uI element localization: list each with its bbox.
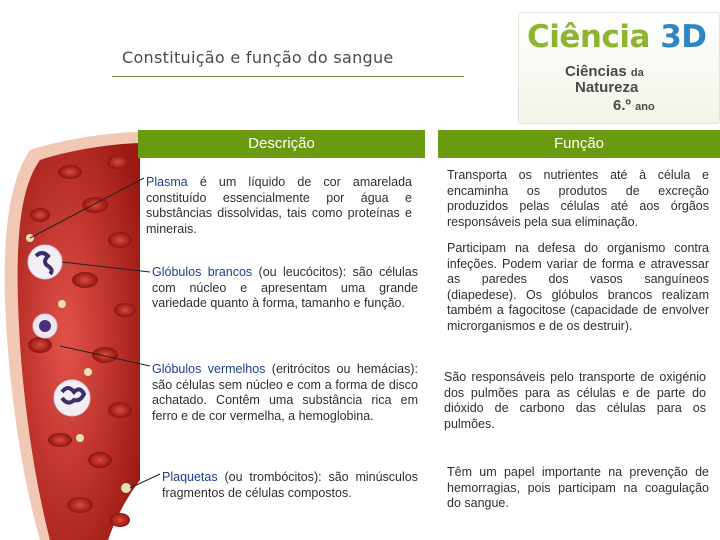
term-red-blood-cells: Glóbulos vermelhos [152, 362, 266, 376]
red-blood-cell [28, 337, 52, 353]
description-red-blood-cells: Glóbulos vermelhos (eritrócitos ou hemácias): são células sem núcleo e com a forma de disco achatado. Contêm uma substância rica em ferro e de cor vermelha, a hemoglobina. [152, 362, 418, 423]
function-platelets: Têm um papel importante na prevenção de hemorragias, pois participam na coagulação do sangue. [447, 465, 709, 510]
logo-wordmark: Ciência 3D [527, 19, 707, 55]
red-blood-cell [92, 347, 118, 363]
logo-line-2: Natureza [575, 79, 639, 96]
function-white-blood-cells: Participam na defesa do organismo contra infeções. Podem variar de forma e atravessar as paredes dos vasos sanguíneos (diapedese). Os glóbulos brancos realizam também a fagocitose (capacidade de envolver microrganismos e de os destruir). [447, 241, 709, 333]
red-blood-cell [88, 452, 112, 468]
description-plasma: Plasma é um líquido de cor amarelada constituído essencialmente por água e substâncias dissolvidas, tais como proteínas e minerais. [146, 175, 412, 236]
description-white-blood-cells: Glóbulos brancos (ou leucócitos): são células com núcleo e apresentam uma grande variedade quanto à forma, tamanho e função. [152, 265, 418, 310]
function-plasma: Transporta os nutrientes até à célula e encaminha os produtos de excreção produzidos pelas células até aos órgãos responsáveis pela sua eliminação. [447, 168, 709, 229]
column-header-function: Função [438, 130, 720, 158]
red-blood-cell [48, 433, 72, 447]
red-blood-cell [72, 272, 98, 288]
red-blood-cell [108, 232, 132, 248]
term-platelets: Plaquetas [162, 470, 218, 484]
platelet [58, 300, 66, 308]
page-title: Constituição e função do sangue [122, 48, 394, 67]
red-blood-cell [58, 165, 82, 179]
red-blood-cell [110, 513, 130, 527]
red-blood-cell [107, 155, 129, 169]
platelet [76, 434, 84, 442]
platelet [121, 483, 131, 493]
platelet [84, 368, 92, 376]
term-white-blood-cells: Glóbulos brancos [152, 265, 253, 279]
description-platelets: Plaquetas (ou trombócitos): são minúsculos fragmentos de células compostos. [162, 470, 418, 500]
red-blood-cell [30, 208, 50, 222]
logo-line-3: 6.º ano [613, 97, 655, 114]
red-blood-cell [114, 303, 136, 317]
term-plasma: Plasma [146, 175, 188, 189]
red-blood-cell [67, 497, 93, 513]
column-header-description: Descrição [138, 130, 425, 158]
red-blood-cell [108, 402, 132, 418]
white-blood-cell-nucleus [39, 320, 51, 332]
function-red-blood-cells: São responsáveis pelo transporte de oxigénio dos pulmões para as células e de parte do dióxido de carbono das células para os pulmões. [444, 370, 706, 431]
white-blood-cell [54, 380, 90, 416]
logo-line-1: Ciências da [565, 63, 644, 80]
